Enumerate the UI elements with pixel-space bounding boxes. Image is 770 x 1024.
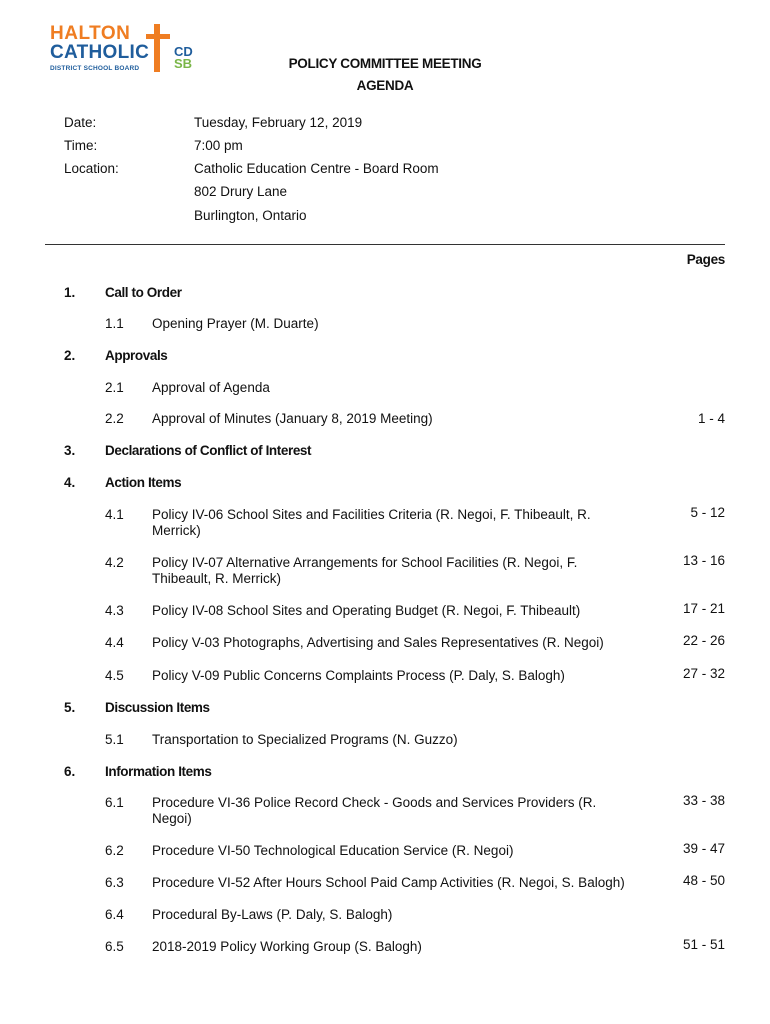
section-title: Information Items <box>105 764 212 779</box>
item-text: Procedure VI-36 Police Record Check - Goods and Services Providers (R. Negoi) <box>152 795 597 826</box>
location-line-3: Burlington, Ontario <box>194 208 307 223</box>
header-divider <box>45 244 725 245</box>
item-text: Approval of Agenda <box>152 380 270 395</box>
item-pages: 17 - 21 <box>682 601 725 616</box>
time-label: Time: <box>64 138 98 153</box>
item-text: Policy V-03 Photographs, Advertising and Sales Representatives (R. Negoi) <box>152 635 604 650</box>
location-label: Location: <box>64 161 119 176</box>
logo-cross-icon <box>154 24 160 72</box>
section-number: 4. <box>64 475 76 490</box>
item-text: Opening Prayer (M. Duarte) <box>152 316 319 331</box>
logo-text-district: DISTRICT SCHOOL BOARD <box>50 65 140 72</box>
section-number: 3. <box>64 443 76 458</box>
item-number: 4.5 <box>105 668 124 683</box>
board-logo <box>50 24 198 78</box>
item-pages: 22 - 26 <box>682 633 725 648</box>
pages-column-header: Pages <box>686 252 725 267</box>
section-number: 2. <box>64 348 76 363</box>
item-pages: 39 - 47 <box>682 841 725 856</box>
item-text: Policy V-09 Public Concerns Complaints Process (P. Daly, S. Balogh) <box>152 668 565 683</box>
item-number: 2.2 <box>105 411 124 426</box>
time-value: 7:00 pm <box>194 138 243 153</box>
item-number: 4.2 <box>105 555 124 570</box>
item-pages: 48 - 50 <box>682 873 725 888</box>
date-label: Date: <box>64 115 97 130</box>
item-text: Policy IV-08 School Sites and Operating Budget (R. Negoi, F. Thibeault) <box>152 603 581 618</box>
item-text: 2018-2019 Policy Working Group (S. Balogh) <box>152 939 422 954</box>
item-text: Procedural By-Laws (P. Daly, S. Balogh) <box>152 907 393 922</box>
item-pages: 33 - 38 <box>682 793 725 808</box>
item-text: Transportation to Specialized Programs (N. Guzzo) <box>152 732 458 747</box>
item-number: 6.2 <box>105 843 124 858</box>
item-number: 6.1 <box>105 795 124 810</box>
logo-text-cd: CD <box>174 44 193 59</box>
item-number: 1.1 <box>105 316 124 331</box>
logo-cross-bar <box>146 34 170 39</box>
section-number: 5. <box>64 700 76 715</box>
item-number: 6.5 <box>105 939 124 954</box>
item-pages: 5 - 12 <box>690 505 725 520</box>
item-pages: 13 - 16 <box>682 553 725 568</box>
item-text: Procedure VI-52 After Hours School Paid Camp Activities (R. Negoi, S. Balogh) <box>152 875 625 890</box>
section-title: Call to Order <box>105 285 182 300</box>
location-line-2: 802 Drury Lane <box>194 184 288 199</box>
item-number: 4.1 <box>105 507 124 522</box>
item-number: 6.4 <box>105 907 124 922</box>
location-line-1: Catholic Education Centre - Board Room <box>194 161 439 176</box>
logo-text-halton: HALTON <box>50 23 131 44</box>
logo-text-sb: SB <box>174 56 193 71</box>
section-title: Approvals <box>105 348 168 363</box>
item-number: 5.1 <box>105 732 124 747</box>
page-title: POLICY COMMITTEE MEETING <box>288 56 482 71</box>
item-number: 2.1 <box>105 380 124 395</box>
item-text: Policy IV-07 Alternative Arrangements for School Facilities (R. Negoi, F. Thibeault, R. Merrick) <box>152 555 578 586</box>
logo-text-catholic: CATHOLIC <box>50 42 150 63</box>
section-title: Action Items <box>105 475 182 490</box>
section-number: 1. <box>64 285 76 300</box>
item-pages: 27 - 32 <box>682 666 725 681</box>
date-value: Tuesday, February 12, 2019 <box>194 115 363 130</box>
item-pages: 51 - 51 <box>682 937 725 952</box>
page-subtitle: AGENDA <box>356 78 414 93</box>
item-number: 6.3 <box>105 875 124 890</box>
item-text: Procedure VI-50 Technological Education Service (R. Negoi) <box>152 843 514 858</box>
section-number: 6. <box>64 764 76 779</box>
section-title: Discussion Items <box>105 700 210 715</box>
item-text: Policy IV-06 School Sites and Facilities Criteria (R. Negoi, F. Thibeault, R. Merrick) <box>152 507 591 538</box>
item-text: Approval of Minutes (January 8, 2019 Meeting) <box>152 411 433 426</box>
section-title: Declarations of Conflict of Interest <box>105 443 312 458</box>
item-number: 4.3 <box>105 603 124 618</box>
item-pages: 1 - 4 <box>697 411 725 426</box>
item-number: 4.4 <box>105 635 124 650</box>
